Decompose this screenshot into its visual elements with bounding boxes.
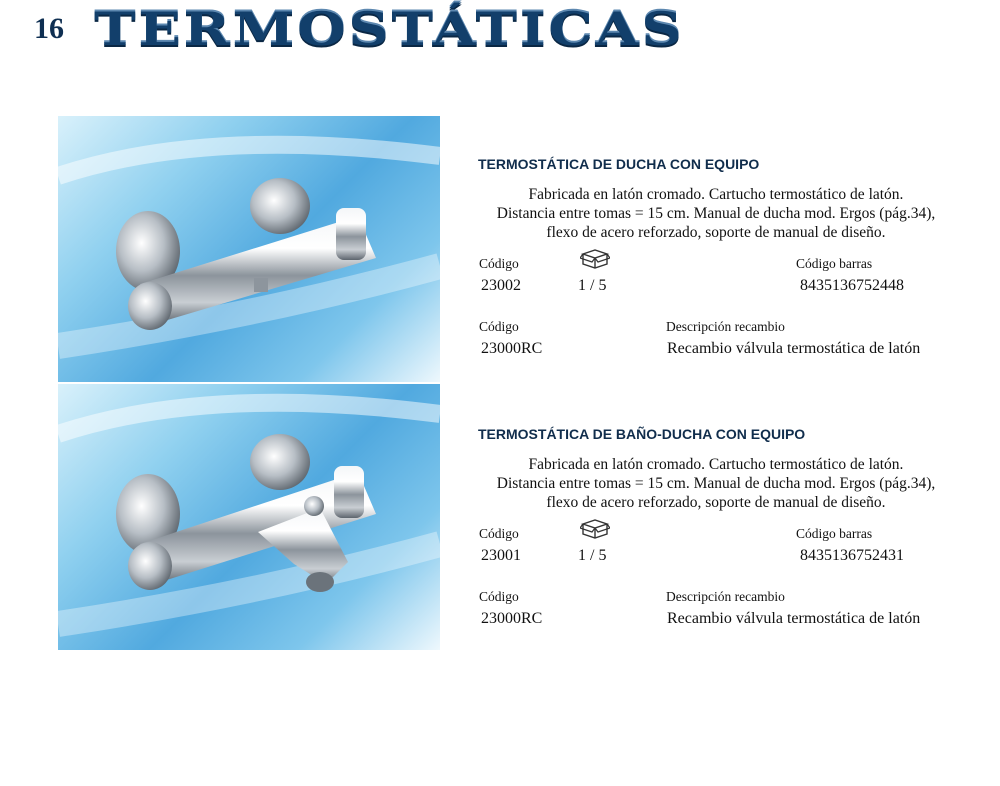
box-icon <box>580 517 610 546</box>
product-description-line: Distancia entre tomas = 15 cm. Manual de ducha mod. Ergos (pág.34), <box>496 475 936 492</box>
page-title: TERMOSTÁTICAS <box>94 2 685 56</box>
spare-description: Recambio válvula termostática de latón <box>667 610 921 627</box>
product-description-line: Fabricada en latón cromado. Cartucho termostático de latón. <box>528 186 904 203</box>
barcode-label: Código barras <box>796 526 873 541</box>
product-description-line: flexo de acero reforzado, soporte de manual de diseño. <box>546 494 886 511</box>
product-code: 23002 <box>481 277 521 294</box>
box-icon <box>580 247 610 276</box>
code-label: Código <box>479 526 519 541</box>
product-description-line: flexo de acero reforzado, soporte de manual de diseño. <box>546 224 886 241</box>
product-description-line: Distancia entre tomas = 15 cm. Manual de ducha mod. Ergos (pág.34), <box>496 205 936 222</box>
product-photo-shower-mixer <box>58 116 440 382</box>
product-title: TERMOSTÁTICA DE BAÑO-DUCHA CON EQUIPO <box>478 426 806 442</box>
product-description-line: Fabricada en latón cromado. Cartucho termostático de latón. <box>528 456 904 473</box>
spare-description-label: Descripción recambio <box>666 589 785 604</box>
package-quantity: 1 / 5 <box>578 547 607 564</box>
product-photo-bath-shower-mixer <box>58 384 440 650</box>
spare-code-label: Código <box>479 319 519 334</box>
barcode-label: Código barras <box>796 256 873 271</box>
spare-description: Recambio válvula termostática de latón <box>667 340 921 357</box>
spare-code: 23000RC <box>481 610 543 627</box>
barcode-value: 8435136752431 <box>800 547 904 564</box>
package-quantity: 1 / 5 <box>578 277 607 294</box>
spare-description-label: Descripción recambio <box>666 319 785 334</box>
barcode-value: 8435136752448 <box>800 277 904 294</box>
spare-code: 23000RC <box>481 340 543 357</box>
code-label: Código <box>479 256 519 271</box>
product-title: TERMOSTÁTICA DE DUCHA CON EQUIPO <box>478 156 760 172</box>
spare-code-label: Código <box>479 589 519 604</box>
product-code: 23001 <box>481 547 521 564</box>
page-number: 16 <box>34 12 64 45</box>
